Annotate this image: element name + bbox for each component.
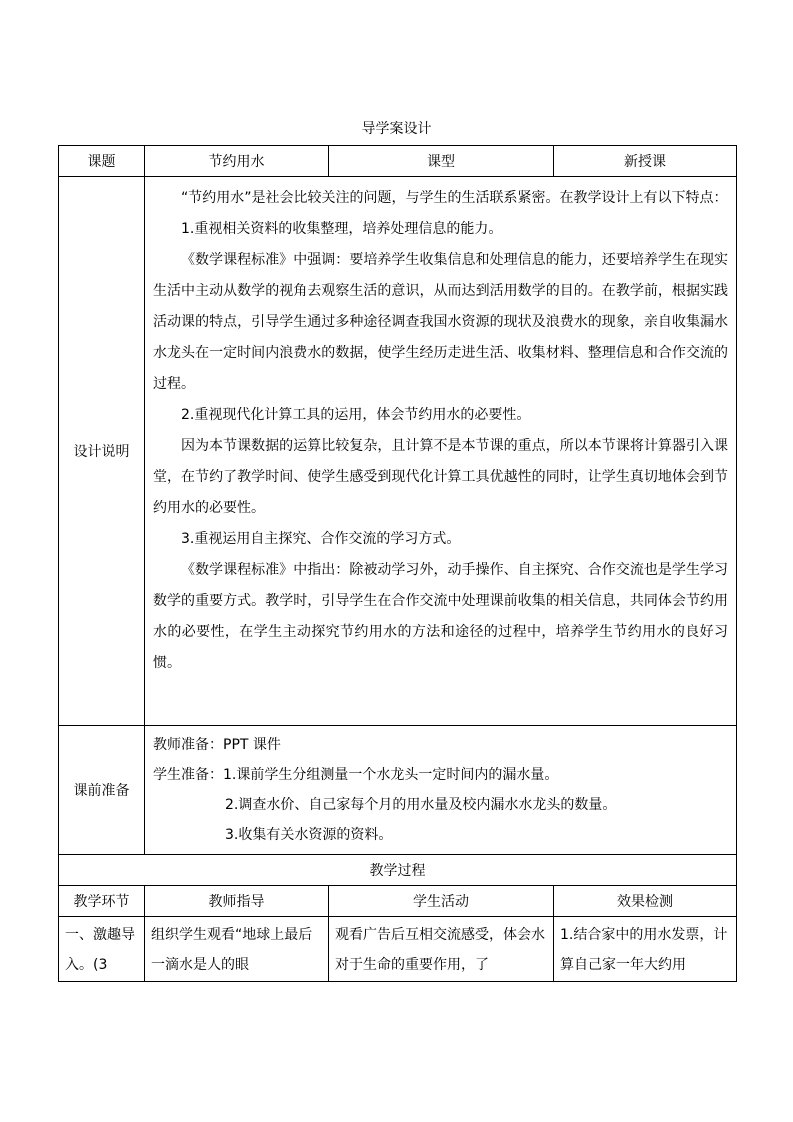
design-paragraph: 《数学课程标准》中强调：要培养学生收集信息和处理信息的能力，还要培养学生在现实生活中主动从数学的视角去观察生活的意识，从而达到活用数学的目的。在教学前，根据实践活动课的特点，引导学生通过多种途径调查我国水资源的现状及浪费水的现象，亲自收集漏水水龙头在一定时间内浪费水的数据，使学生经历走进生活、收集材料、整理信息和合作交流的过程。 [153,252,728,392]
design-paragraph: “节约用水”是社会比较关注的问题，与学生的生活联系紧密。在教学设计上有以下特点： [181,190,728,206]
preparation-row [59,726,737,855]
preparation-label: 课前准备 [59,726,145,855]
design-point-3: 3.重视运用自主探究、合作交流的学习方式。 [181,531,461,547]
student-preparation-item: 2.调查水价、自己家每个月的用水量及校内漏水水龙头的数量。 [225,797,617,813]
teacher-cell [145,917,329,982]
column-header: 效果检测 [554,886,737,917]
process-header-row [59,886,737,917]
table-row [59,917,737,982]
design-point-1: 1.重视相关资料的收集整理，培养处理信息的能力。 [181,221,503,237]
check-text: 1.结合家中的用水发票，计算自己家一年大约用 [560,927,728,973]
design-content [145,177,737,726]
column-header: 学生活动 [329,886,554,917]
lesson-plan-table [58,145,737,982]
student-preparation-item: 3.收集有关水资源的资料。 [225,827,393,843]
preparation-content [145,726,737,855]
type-label: 课型 [329,146,554,177]
topic-label: 课题 [59,146,145,177]
design-paragraph: 《数学课程标准》中指出：除被动学习外，动手操作、自主探究、合作交流也是学生学习数学的重要方式。教学时，引导学生在合作交流中处理课前收集的相关信息，共同体会节约用水的必要性，在学生主动探究节约用水的方法和途径的过程中，培养学生节约用水的良好习惯。 [153,562,728,671]
student-preparation: 学生准备：1.课前学生分组测量一个水龙头一定时间内的漏水量。 [153,767,559,783]
student-cell [329,917,554,982]
stage-text: 一、激趣导入。(3 [65,927,135,973]
process-title: 教学过程 [59,855,737,886]
teacher-preparation: 教师准备：PPT 课件 [153,737,281,753]
design-paragraph: 因为本节课数据的运算比较复杂，且计算不是本节课的重点，所以本节课将计算器引入课堂，在节约了教学时间、使学生感受到现代化计算工具优越性的同时，让学生真切地体会到节约用水的必要性。 [153,438,728,516]
design-point-2: 2.重视现代化计算工具的运用，体会节约用水的必要性。 [181,407,531,423]
header-row [59,146,737,177]
stage-cell [59,917,145,982]
check-cell [554,917,737,982]
column-header: 教师指导 [145,886,329,917]
column-header: 教学环节 [59,886,145,917]
design-row [59,177,737,726]
design-label: 设计说明 [59,177,145,726]
document-title: 导学案设计 [361,121,432,137]
process-title-row [59,855,737,886]
student-text: 观看广告后互相交流感受，体会水对于生命的重要作用，了 [335,927,545,973]
type-value: 新授课 [554,146,737,177]
teacher-text: 组织学生观看“地球上最后一滴水是人的眼 [151,927,313,973]
topic-value: 节约用水 [145,146,329,177]
